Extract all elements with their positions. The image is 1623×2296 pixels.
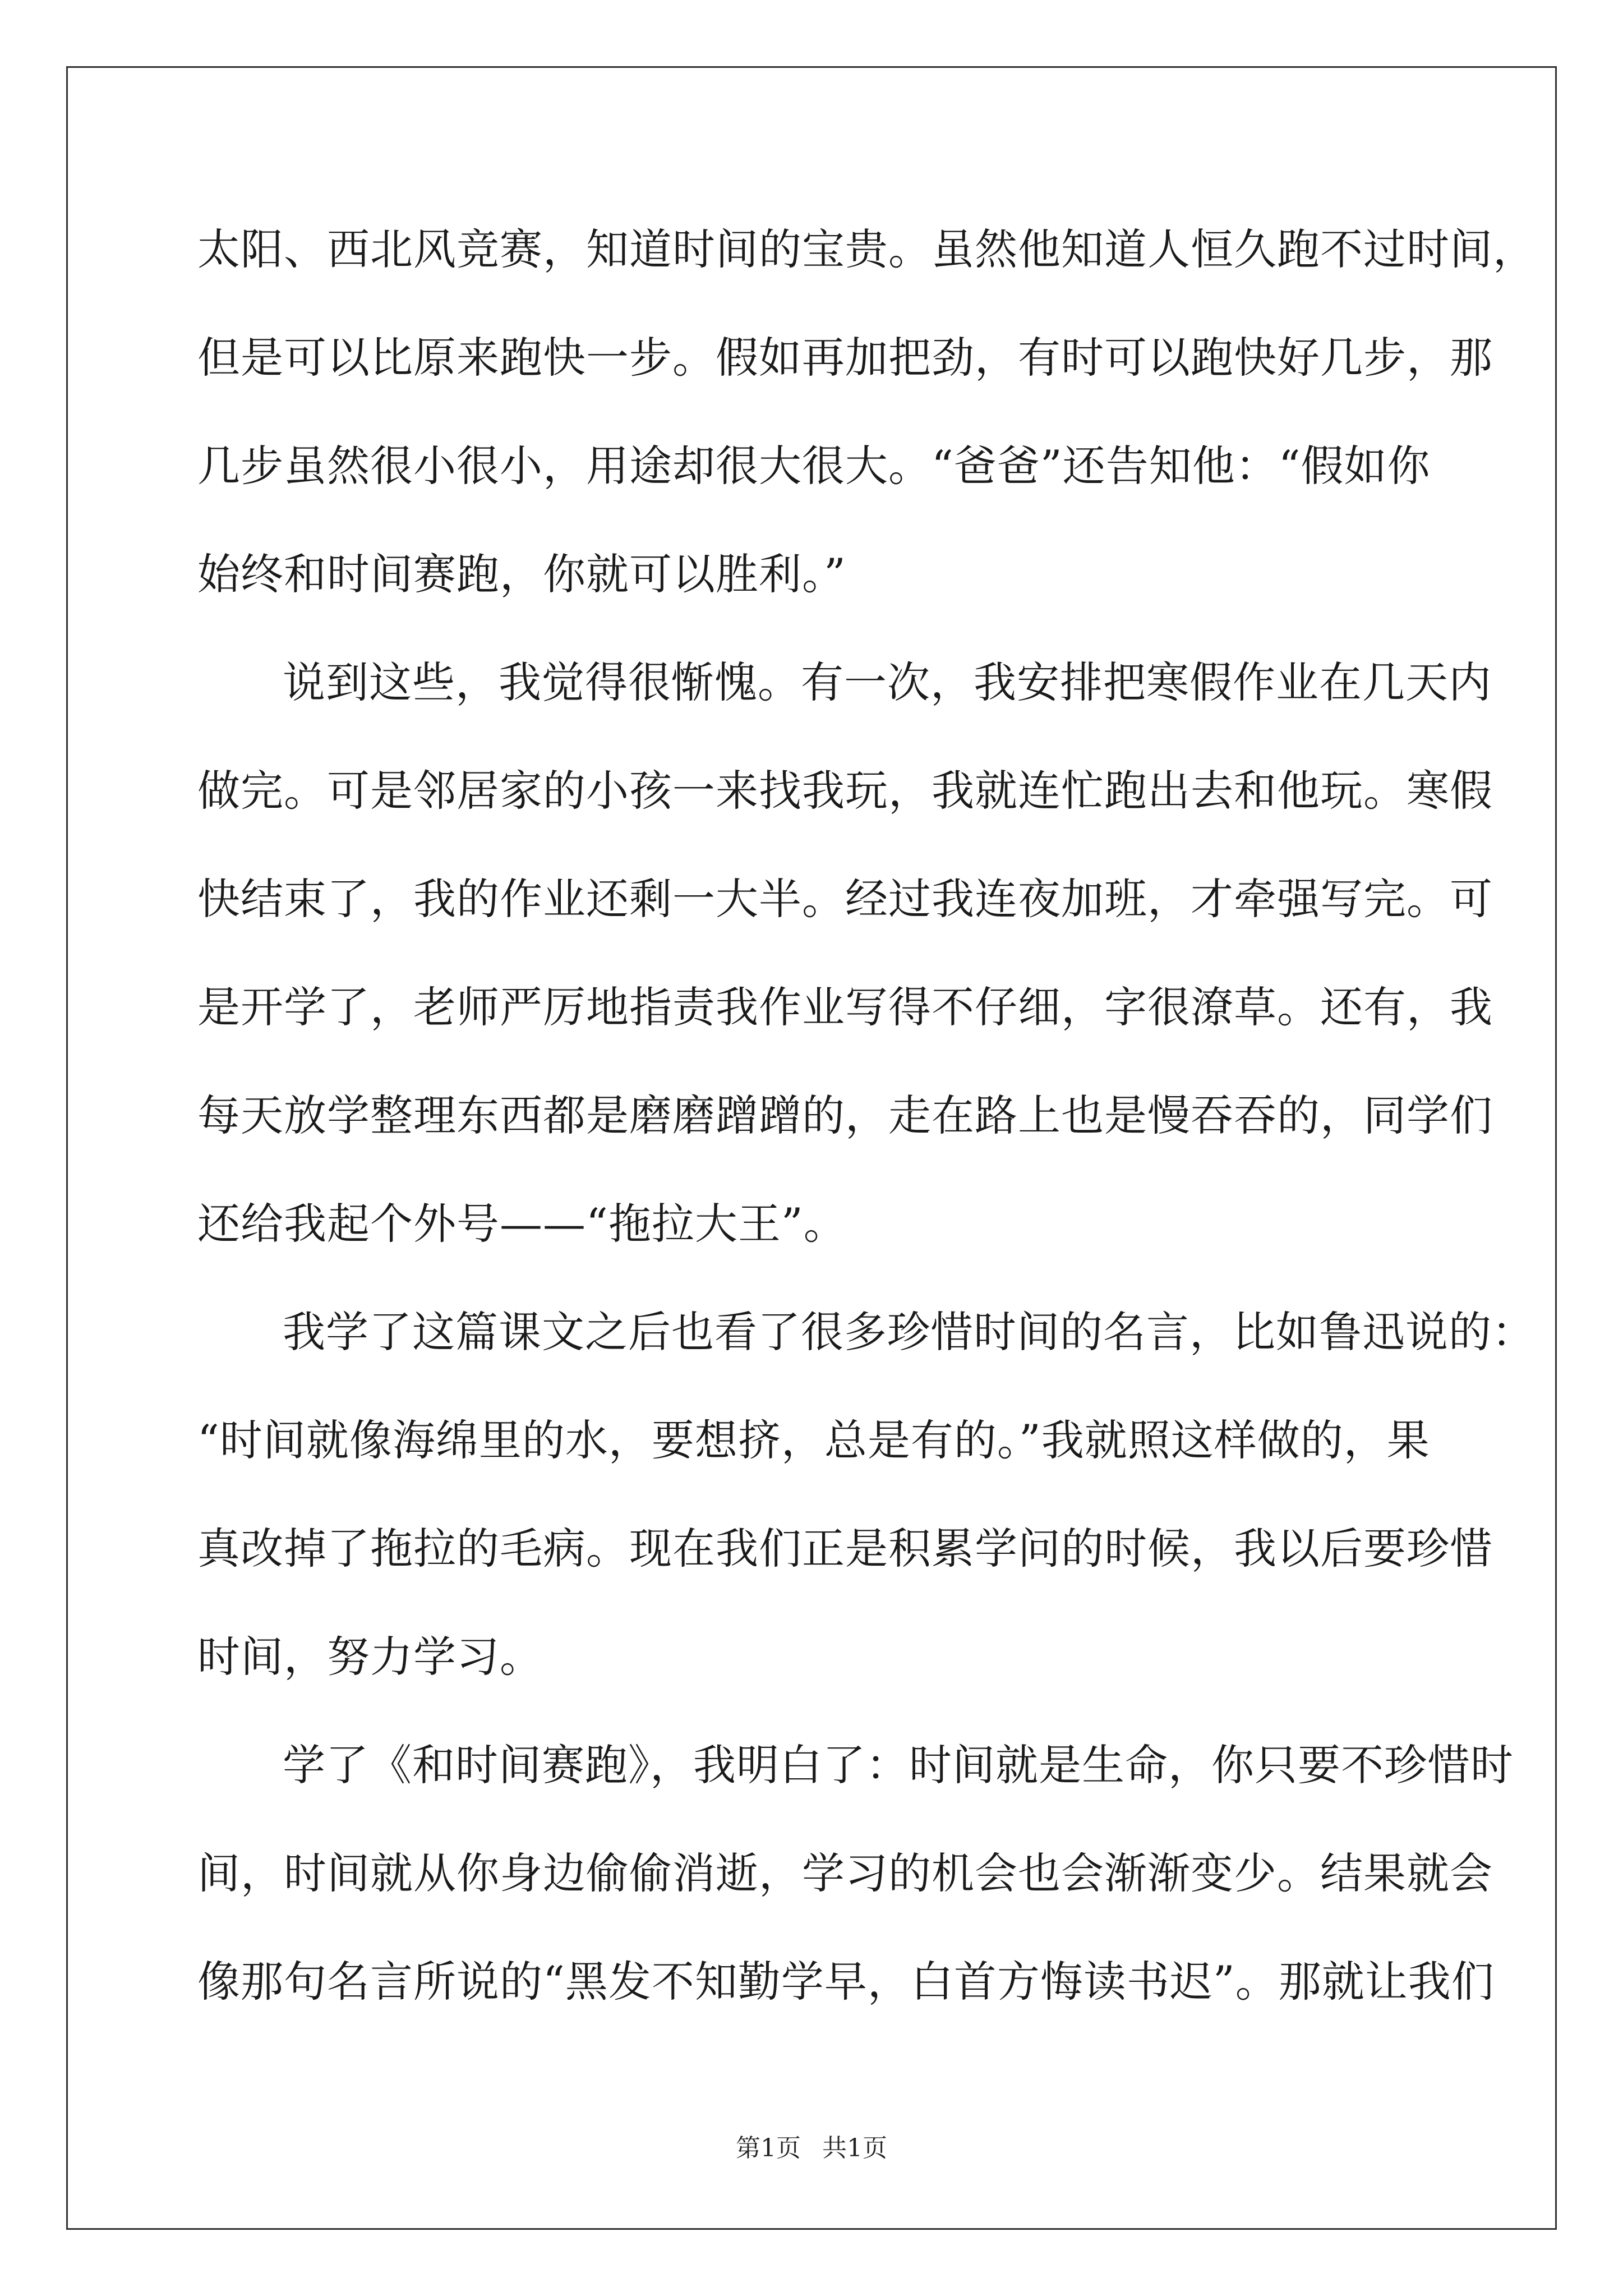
page-footer: [0, 2132, 1623, 2165]
text-line: 是开学了，老师严厉地指责我作业写得不仔细，字很潦草。还有，我: [197, 982, 1493, 1032]
text-line: 但是可以比原来跑快一步。假如再加把劲，有时可以跑快好几步，那: [197, 333, 1493, 383]
text-line: 像那句名言所说的“黑发不知勤学早，白首方悔读书迟”。那就让我们: [197, 1957, 1495, 2007]
text-line: 几步虽然很小很小，用途却很大很大。“爸爸”还告知他：“假如你: [197, 441, 1431, 491]
page-total: 共1页: [822, 2134, 887, 2162]
text-line: 时间，努力学习。: [197, 1632, 543, 1682]
text-line: 做完。可是邻居家的小孩一来找我玩，我就连忙跑出去和他玩。寒假: [197, 766, 1493, 816]
text-line: 还给我起个外号——“拖拉大王”。: [197, 1199, 847, 1249]
text-line: 太阳、西北风竞赛，知道时间的宝贵。虽然他知道人恒久跑不过时间，: [197, 224, 1536, 274]
paragraph-start-line: 说到这些，我觉得很惭愧。有一次，我安排把寒假作业在几天内: [283, 657, 1492, 707]
paragraph-start-line: 学了《和时间赛跑》，我明白了：时间就是生命，你只要不珍惜时: [283, 1740, 1514, 1790]
text-line: “时间就像海绵里的水，要想挤，总是有的。”我就照这样做的，果: [197, 1415, 1430, 1465]
text-line: 间，时间就从你身边偷偷消逝，学习的机会也会渐渐变少。结果就会: [197, 1848, 1493, 1898]
text-line: 始终和时间赛跑，你就可以胜利。”: [197, 549, 846, 599]
text-line: 每天放学整理东西都是磨磨蹭蹭的，走在路上也是慢吞吞的，同学们: [197, 1091, 1493, 1140]
paragraph-start-line: 我学了这篇课文之后也看了很多珍惜时间的名言，比如鲁迅说的：: [283, 1307, 1535, 1357]
text-line: 快结束了，我的作业还剩一大半。经过我连夜加班，才牵强写完。可: [197, 874, 1493, 924]
text-line: 真改掉了拖拉的毛病。现在我们正是积累学问的时候，我以后要珍惜: [197, 1524, 1493, 1573]
page-number: 第1页: [736, 2134, 801, 2162]
